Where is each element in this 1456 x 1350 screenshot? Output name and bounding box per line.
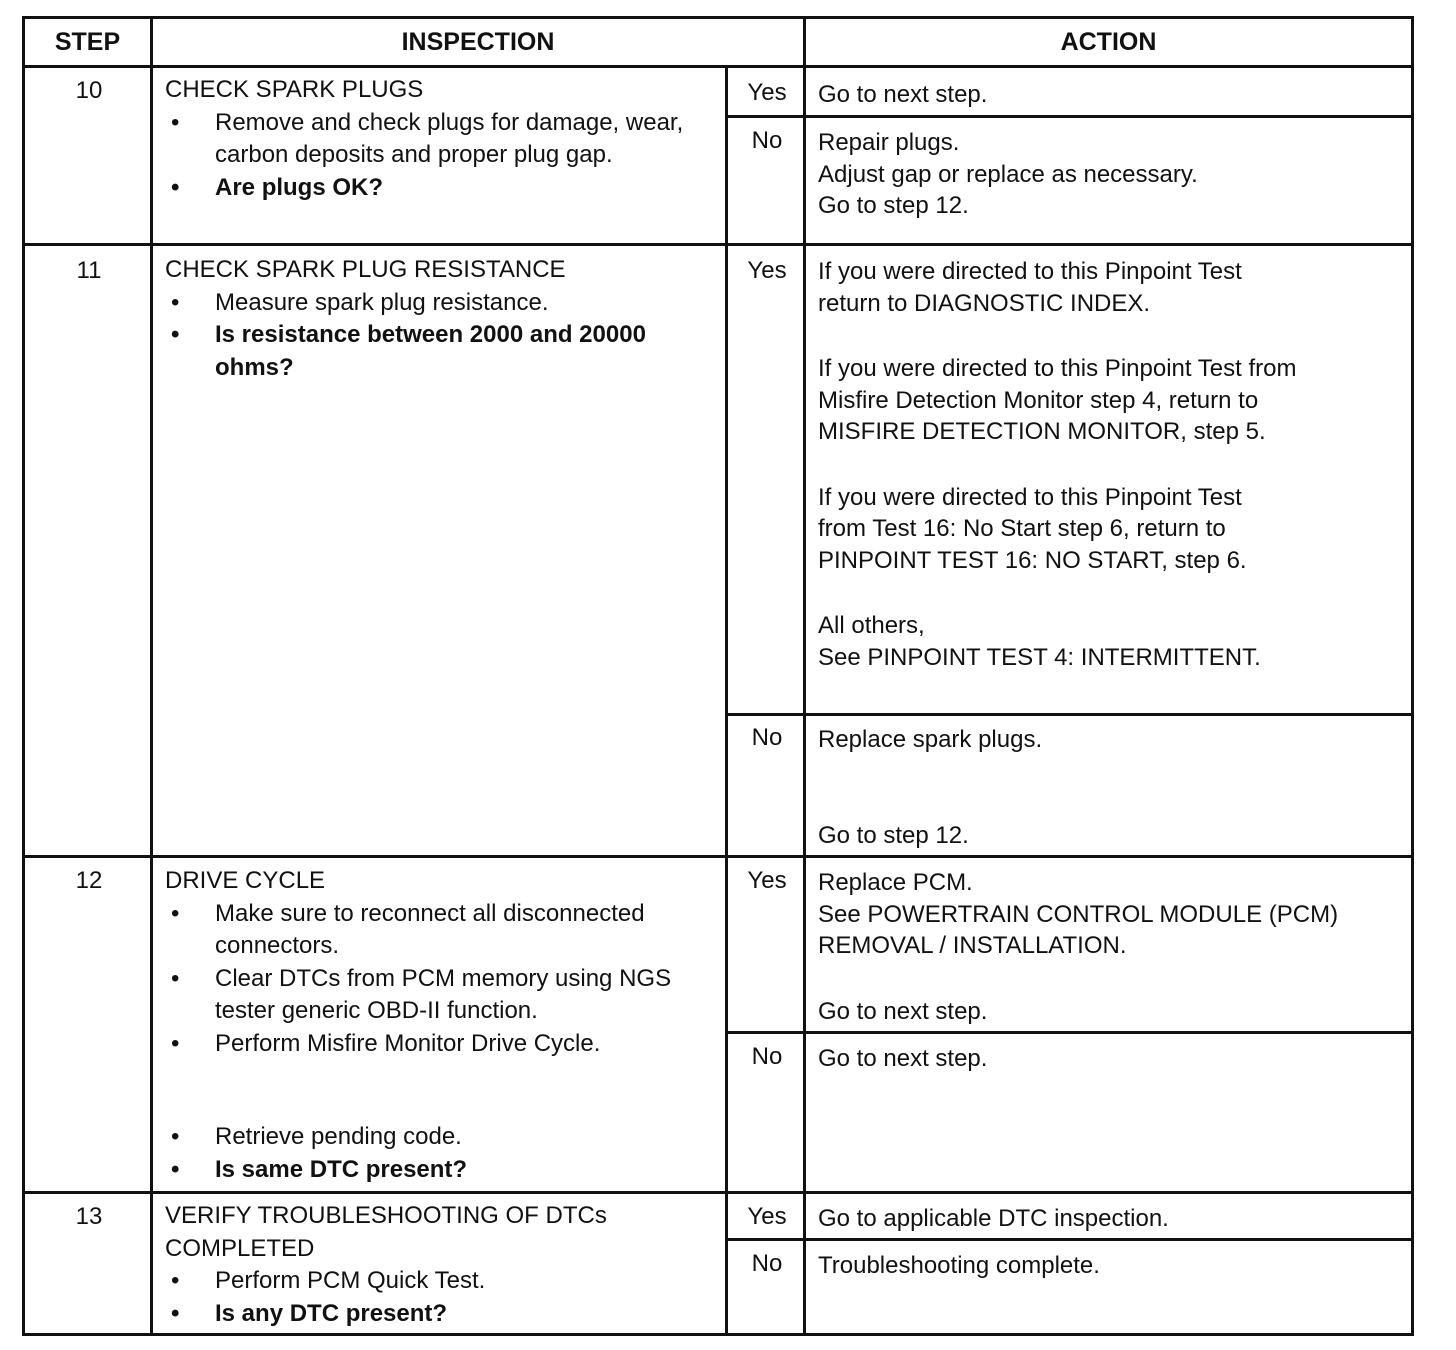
header-inspection: INSPECTION [401,28,555,56]
inspection-question: • Is any DTC present? [165,1298,710,1331]
step-number: 13 [75,1203,103,1230]
inspection-question: • Is same DTC present? [165,1154,725,1187]
row-divider [25,1191,1411,1194]
no-action-goto [818,820,1418,852]
action-line: Go to step 12. [818,192,969,219]
action-line: REMOVAL / INSTALLATION. [818,932,1127,959]
yes-no-divider [728,115,1411,118]
action-line: Replace spark plugs. [818,726,1043,753]
header-divider [25,65,1411,68]
header-action: ACTION [1060,28,1157,56]
paragraph-gap [818,576,1418,610]
yes-action [818,867,1418,1027]
no-action [818,724,1418,756]
column-divider [150,19,153,1333]
inspection-bullet: • Clear DTCs from PCM memory using NGS tester generic OBD-II function. [165,963,725,1028]
inspection-bullet: • Remove and check plugs for damage, wear, carbon deposits and proper plug gap. [165,107,725,172]
yes-no-divider [728,1031,1411,1034]
yes-label: Yes [747,257,787,284]
no-label: No [751,1043,783,1070]
action-line: Repair plugs. [818,129,960,156]
header-step: STEP [54,28,121,56]
action-line: If you were directed to this Pinpoint Test [818,483,1242,511]
paragraph-gap [818,962,1418,996]
inspection-title: CHECK SPARK PLUG RESISTANCE [165,256,566,283]
action-line: from Test 16: No Start step 6, return to [818,515,1226,542]
yes-no-divider [728,1238,1411,1241]
inspection-cell [165,865,725,1060]
action-line: Replace PCM. [818,869,973,896]
action-line: See POWERTRAIN CONTROL MODULE (PCM) [818,900,1339,928]
no-action [818,1043,1418,1075]
no-label: No [751,724,783,751]
action-line: Go to step 12. [818,822,969,849]
row-divider [25,243,1411,246]
inspection-title: DRIVE CYCLE [165,867,326,894]
action-line: Go to applicable DTC inspection. [818,1205,1169,1232]
inspection-question: • Are plugs OK? [165,172,725,205]
column-divider [803,19,806,1333]
inspection-bullet: • Retrieve pending code. [165,1121,725,1154]
action-line: return to DIAGNOSTIC INDEX. [818,289,1151,317]
yes-action [818,79,1418,111]
action-line: Troubleshooting complete. [818,1252,1100,1279]
step-number: 10 [75,77,103,104]
no-label: No [751,1250,783,1277]
action-line: Go to next step. [818,81,988,108]
inspection-bullet: • Measure spark plug resistance. [165,287,725,320]
action-line: Adjust gap or replace as necessary. [818,160,1198,188]
inspection-bullet: • Perform Misfire Monitor Drive Cycle. [165,1028,725,1061]
action-line: PINPOINT TEST 16: NO START, step 6. [818,546,1247,574]
yes-label: Yes [747,1203,787,1230]
row-divider [25,855,1411,858]
inspection-question: • Is resistance between 2000 and 20000 ohms? [165,319,725,384]
action-line: If you were directed to this Pinpoint Test from [818,355,1297,382]
yes-action [818,256,1418,673]
yes-label: Yes [747,867,787,894]
yes-label: Yes [747,79,787,106]
step-number: 12 [75,867,103,894]
diagnostic-table [22,16,1414,1336]
inspection-bullet: • Make sure to reconnect all disconnected connectors. [165,898,725,963]
inspection-title: CHECK SPARK PLUGS [165,76,424,103]
inspection-title: VERIFY TROUBLESHOOTING OF DTCs COMPLETED [165,1202,607,1262]
inspection-cell [165,74,725,204]
no-label: No [751,127,783,154]
action-line: Go to next step. [818,997,988,1025]
action-line: All others, [818,612,925,639]
paragraph-gap [818,319,1418,353]
inspection-cell [165,254,725,384]
action-line: Misfire Detection Monitor step 4, return to [818,386,1259,414]
paragraph-gap [818,448,1418,482]
step-number: 11 [76,257,102,284]
no-action [818,1250,1418,1282]
inspection-cell-lower [165,1121,725,1186]
column-divider [725,65,728,1333]
yes-no-divider [728,713,1411,716]
inspection-bullet: • Perform PCM Quick Test. [165,1265,710,1298]
action-line: Go to next step. [818,1045,988,1072]
inspection-cell [165,1200,710,1330]
action-line: MISFIRE DETECTION MONITOR, step 5. [818,418,1266,445]
action-line: If you were directed to this Pinpoint Test [818,258,1242,285]
no-action [818,127,1418,222]
action-line: See PINPOINT TEST 4: INTERMITTENT. [818,643,1261,671]
yes-action [818,1203,1418,1235]
